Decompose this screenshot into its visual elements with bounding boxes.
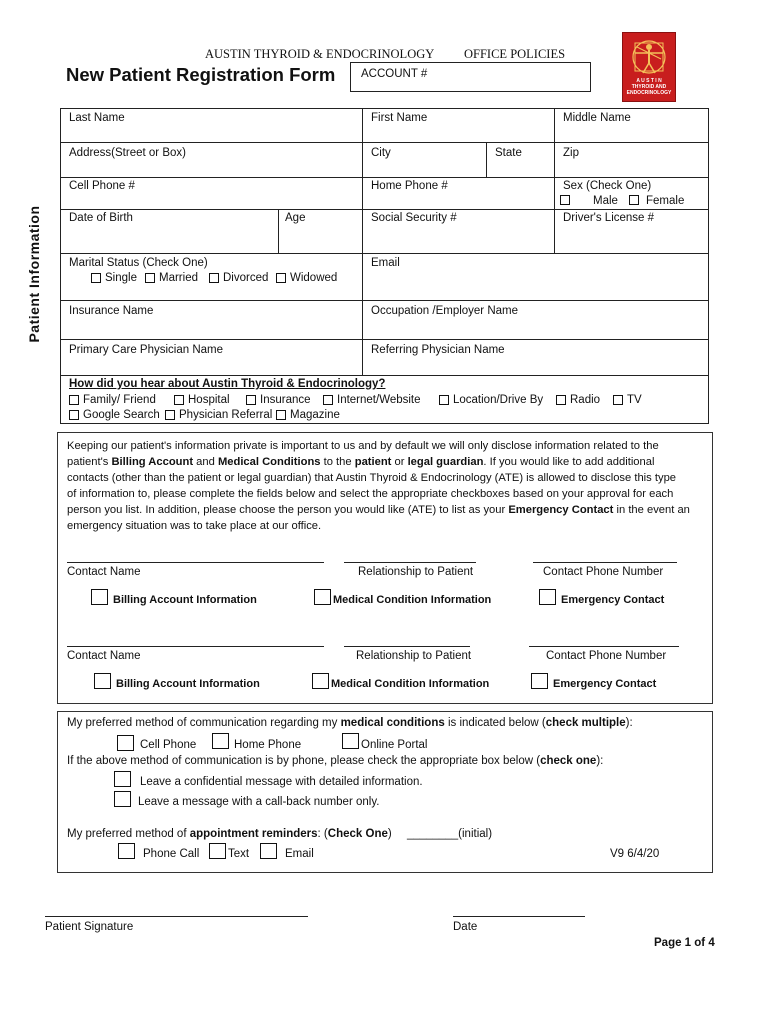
hear-question: How did you hear about Austin Thyroid & Endocrinology? <box>69 378 386 390</box>
single-label: Single <box>105 272 137 284</box>
comm-check-multiple: check multiple <box>545 717 626 729</box>
signature-line[interactable] <box>45 916 308 917</box>
comm-line-1c: is indicated below ( <box>444 717 546 729</box>
hear-section <box>60 375 709 424</box>
contact2-medical-label: Medical Condition Information <box>331 678 490 690</box>
online-portal-checkbox[interactable] <box>342 733 359 749</box>
privacy-line-6: emergency situation was to take place at our office. <box>67 520 322 532</box>
license-field[interactable] <box>554 209 709 254</box>
contact2-relationship-line[interactable] <box>344 646 470 647</box>
comm-check-one-2: Check One <box>327 828 388 840</box>
phone-call-checkbox[interactable] <box>118 843 135 859</box>
male-label: Male <box>593 195 618 207</box>
account-label: ACCOUNT # <box>361 68 428 80</box>
middle-name-label: Middle Name <box>563 112 631 124</box>
comm-medical-conditions: medical conditions <box>340 717 445 729</box>
initial-field[interactable]: ________(initial) <box>407 828 493 840</box>
address-field[interactable] <box>60 142 363 178</box>
tv-checkbox[interactable] <box>613 395 623 405</box>
cell-phone-label: Cell Phone <box>140 739 197 751</box>
email-option-label: Email <box>285 848 314 860</box>
single-checkbox[interactable] <box>91 273 101 283</box>
divorced-label: Divorced <box>223 272 269 284</box>
privacy-emergency-contact: Emergency Contact <box>508 504 614 516</box>
divorced-checkbox[interactable] <box>209 273 219 283</box>
home-phone-checkbox[interactable] <box>212 733 229 749</box>
home-phone-field[interactable] <box>362 177 555 210</box>
hear-option-google: Google Search <box>83 409 160 421</box>
dob-field[interactable] <box>60 209 279 254</box>
hear-option-internet: Internet/Website <box>337 394 421 406</box>
middle-name-field[interactable] <box>554 108 709 143</box>
hear-option-hospital: Hospital <box>188 394 230 406</box>
comm-line-1 <box>67 717 633 729</box>
license-label: Driver's License # <box>563 212 655 224</box>
contact2-emergency-label: Emergency Contact <box>553 678 657 690</box>
state-field[interactable] <box>486 142 555 178</box>
family-checkbox[interactable] <box>69 395 79 405</box>
hear-option-insurance: Insurance <box>260 394 311 406</box>
contact1-emergency-checkbox[interactable] <box>539 589 556 605</box>
privacy-line-2e: to the <box>320 456 355 468</box>
cell-phone-field[interactable] <box>60 177 363 210</box>
callback-message-checkbox[interactable] <box>114 791 131 807</box>
logo-line-1: A U S T I N <box>636 78 662 84</box>
privacy-line-4: of information to, please complete the fields below and select the appropriate checkboxes based on your approval for each <box>67 488 674 500</box>
referring-label: Referring Physician Name <box>371 344 505 356</box>
marital-label: Marital Status (Check One) <box>69 257 208 269</box>
logo-line-2: THYROID AND <box>631 84 667 90</box>
comm-line-2c: ): <box>596 755 604 767</box>
contact2-phone-label: Contact Phone Number <box>546 650 667 662</box>
privacy-legal-guardian: legal guardian <box>407 456 484 468</box>
first-name-field[interactable] <box>362 108 555 143</box>
female-checkbox[interactable] <box>629 195 639 205</box>
email-field[interactable] <box>362 253 709 301</box>
logo <box>622 32 676 102</box>
privacy-line-1: Keeping our patient's information private is important to us and by default we will only disclose information related to the <box>67 440 659 452</box>
google-checkbox[interactable] <box>69 410 79 420</box>
occupation-field[interactable] <box>362 300 709 340</box>
home-phone-label: Home Phone <box>234 739 302 751</box>
last-name-field[interactable] <box>60 108 363 143</box>
dob-label: Date of Birth <box>69 212 133 224</box>
date-line[interactable] <box>453 916 585 917</box>
contact1-name-label: Contact Name <box>67 566 141 578</box>
comm-line-1e: ): <box>625 717 633 729</box>
married-checkbox[interactable] <box>145 273 155 283</box>
privacy-line-2i: . If you would like to add additional <box>483 456 655 468</box>
logo-line-3: ENDOCRINOLOGY <box>626 90 672 96</box>
zip-field[interactable] <box>554 142 709 178</box>
text-checkbox[interactable] <box>209 843 226 859</box>
sex-label: Sex (Check One) <box>563 180 652 192</box>
first-name-label: First Name <box>371 112 428 124</box>
version-label: V9 6/4/20 <box>610 848 660 860</box>
signature-label: Patient Signature <box>45 921 134 933</box>
physician-referral-checkbox[interactable] <box>165 410 175 420</box>
comm-line-2a: If the above method of communication is by phone, please check the appropriate box below ( <box>67 755 541 767</box>
email-label: Email <box>371 257 400 269</box>
privacy-medical-conditions: Medical Conditions <box>217 456 321 468</box>
comm-line-3a: My preferred method of <box>67 828 190 840</box>
contact1-phone-label: Contact Phone Number <box>543 566 664 578</box>
confidential-message-label: Leave a confidential message with detailed information. <box>140 776 423 788</box>
pcp-label: Primary Care Physician Name <box>69 344 224 356</box>
comm-line-3e: ) <box>387 828 392 840</box>
hear-option-tv: TV <box>627 394 642 406</box>
zip-label: Zip <box>563 147 579 159</box>
widowed-checkbox[interactable] <box>276 273 286 283</box>
sex-field <box>554 177 709 210</box>
hear-option-magazine: Magazine <box>290 409 340 421</box>
page-title: New Patient Registration Form <box>66 64 336 85</box>
city-field[interactable] <box>362 142 487 178</box>
contact2-name-label: Contact Name <box>67 650 141 662</box>
marital-field <box>60 253 363 301</box>
hear-option-location: Location/Drive By <box>453 394 544 406</box>
contact1-relationship-line[interactable] <box>344 562 476 563</box>
email-checkbox[interactable] <box>260 843 277 859</box>
referring-field[interactable] <box>362 339 709 376</box>
age-label: Age <box>285 212 306 224</box>
insurance-field[interactable] <box>60 300 363 340</box>
internet-checkbox[interactable] <box>323 395 333 405</box>
online-portal-label: Online Portal <box>361 739 428 751</box>
contact1-emergency-label: Emergency Contact <box>561 594 665 606</box>
contact1-relationship-label: Relationship to Patient <box>358 566 474 578</box>
occupation-label: Occupation /Employer Name <box>371 305 519 317</box>
contact2-billing-checkbox[interactable] <box>94 673 111 689</box>
ssn-label: Social Security # <box>371 212 457 224</box>
city-label: City <box>371 147 391 159</box>
state-label: State <box>495 147 522 159</box>
privacy-line-5c: in the event an <box>613 504 690 516</box>
comm-appointment-reminders: appointment reminders <box>189 828 318 840</box>
ssn-field[interactable] <box>362 209 555 254</box>
privacy-line-5a: person you list. In addition, please choose the person you would like (ATE) to list as your <box>67 504 509 516</box>
married-label: Married <box>159 272 198 284</box>
male-checkbox[interactable] <box>560 195 570 205</box>
contact2-medical-checkbox[interactable] <box>312 673 329 689</box>
privacy-line-3: contacts (other than the patient or legal guardian) that Austin Thyroid & Endocrinology (ATE) is allowed to disclose this type <box>67 472 677 484</box>
privacy-line-2c: and <box>193 456 218 468</box>
comm-line-3c: : ( <box>317 828 328 840</box>
age-field[interactable] <box>278 209 363 254</box>
contact1-medical-checkbox[interactable] <box>314 589 331 605</box>
location-checkbox[interactable] <box>439 395 449 405</box>
address-label: Address(Street or Box) <box>69 147 186 159</box>
office-policies: OFFICE POLICIES <box>464 47 566 61</box>
privacy-line-2g: or <box>391 456 408 468</box>
contact1-phone-line[interactable] <box>533 562 677 563</box>
org-name: AUSTIN THYROID & ENDOCRINOLOGY <box>205 47 435 61</box>
privacy-patient: patient <box>354 456 392 468</box>
contact1-medical-label: Medical Condition Information <box>333 594 492 606</box>
confidential-message-checkbox[interactable] <box>114 771 131 787</box>
privacy-section <box>57 432 713 704</box>
account-field[interactable] <box>350 62 591 92</box>
side-label: Patient Information <box>26 205 42 343</box>
privacy-billing-account: Billing Account <box>111 456 194 468</box>
hear-option-radio: Radio <box>570 394 601 406</box>
communication-section <box>57 711 713 873</box>
hear-option-family: Family/ Friend <box>83 394 156 406</box>
magazine-checkbox[interactable] <box>276 410 286 420</box>
phone-call-label: Phone Call <box>143 848 200 860</box>
pcp-field[interactable] <box>60 339 363 376</box>
contact1-billing-label: Billing Account Information <box>113 594 257 606</box>
hear-option-physician: Physician Referral <box>179 409 273 421</box>
cell-phone-checkbox[interactable] <box>117 735 134 751</box>
radio-checkbox[interactable] <box>556 395 566 405</box>
contact2-emergency-checkbox[interactable] <box>531 673 548 689</box>
contact2-relationship-label: Relationship to Patient <box>356 650 472 662</box>
comm-check-one: check one <box>540 755 597 767</box>
hospital-checkbox[interactable] <box>174 395 184 405</box>
date-label: Date <box>453 921 478 933</box>
contact2-name-line[interactable] <box>67 646 324 647</box>
comm-line-1a: My preferred method of communication regarding my <box>67 717 341 729</box>
contact1-name-line[interactable] <box>67 562 324 563</box>
contact1-billing-checkbox[interactable] <box>91 589 108 605</box>
widowed-label: Widowed <box>290 272 338 284</box>
insurance-checkbox[interactable] <box>246 395 256 405</box>
insurance-label: Insurance Name <box>69 305 154 317</box>
callback-message-label: Leave a message with a call-back number only. <box>138 796 380 808</box>
home-phone-label: Home Phone # <box>371 180 448 192</box>
cell-phone-label: Cell Phone # <box>69 180 135 192</box>
page-number: Page 1 of 4 <box>654 937 715 949</box>
contact2-phone-line[interactable] <box>529 646 679 647</box>
last-name-label: Last Name <box>69 112 125 124</box>
contact2-billing-label: Billing Account Information <box>116 678 260 690</box>
privacy-line-2a: patient's <box>67 456 112 468</box>
text-label: Text <box>228 848 250 860</box>
female-label: Female <box>646 195 685 207</box>
